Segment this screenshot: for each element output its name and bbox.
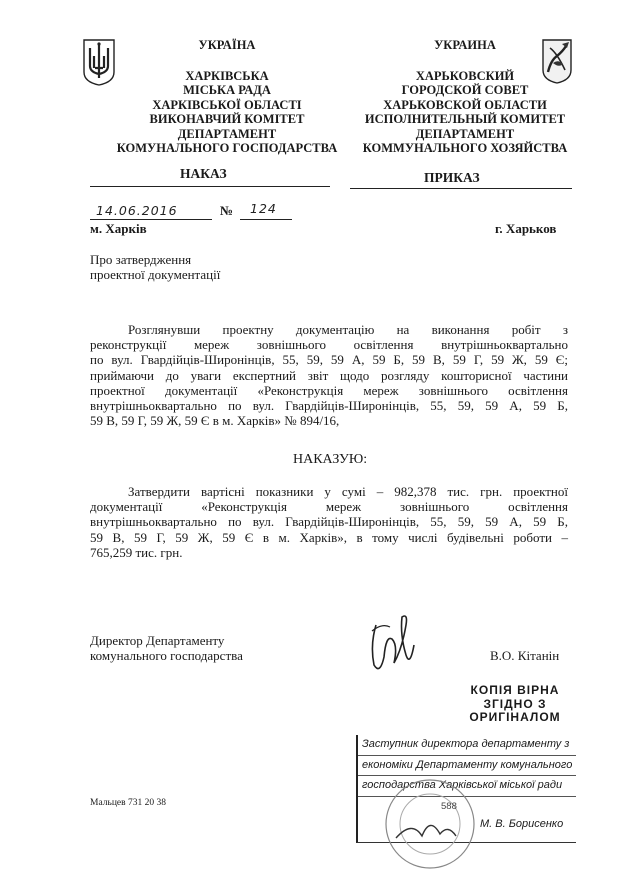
paragraph-line: документації «Реконструкція мереж зовнішнього освітлення — [90, 499, 568, 515]
header-left — [92, 38, 362, 156]
header-left-line: ВИКОНАВЧИЙ КОМІТЕТ — [149, 112, 305, 126]
signature-icon — [362, 605, 422, 680]
signatory-position-line: комунального господарства — [90, 648, 243, 664]
paragraph-line: 59 В, 59 Г, 59 Ж, 59 Є в м. Харків» № 894/16, — [90, 413, 340, 429]
header-left-country: УКРАЇНА — [198, 38, 256, 52]
number-underline — [240, 219, 292, 220]
round-seal-icon — [382, 776, 478, 872]
paragraph-line: Затвердити вартісні показники у сумі – 982,378 тис. грн. проектної — [128, 484, 568, 499]
header-right-line: ИСПОЛНИТЕЛЬНЫЙ КОМИТЕТ — [364, 112, 566, 126]
header-left-line: ХАРКІВСЬКОЇ ОБЛАСТІ — [152, 97, 302, 112]
subject — [90, 252, 220, 282]
certify-stamp-line: господарства Харківської міської ради — [358, 776, 576, 797]
header-right-line: ХАРЬКОВСКОЙ ОБЛАСТИ — [383, 97, 547, 112]
subject-line: проектної документації — [90, 267, 221, 283]
paragraph-line: 765,259 тис. грн. — [90, 544, 183, 560]
paragraph-line: проектної документації «Реконструкція мереж зовнішнього освітлення — [90, 382, 568, 398]
signatory-position — [90, 633, 243, 663]
order-number: 124 — [250, 201, 277, 216]
paragraph-line: внутрішньоквартально по вул. Гвардійців-Широнінців, 55, 59, 59 А, 59 Б, — [90, 398, 568, 414]
divider — [90, 186, 330, 187]
city-ua: м. Харків — [90, 221, 147, 236]
subject-line: Про затвердження — [90, 252, 192, 267]
copy-stamp — [460, 684, 570, 725]
header-right-country: УКРАИНА — [434, 38, 496, 52]
paragraph-line: приймаючи до уваги експертний звіт щодо розгляду кошторисної частини — [90, 367, 568, 383]
header-right-line: ХАРЬКОВСКИЙ — [415, 68, 515, 83]
copy-stamp-line: ОРИГІНАЛОМ — [469, 710, 561, 724]
executor-info: Мальцев 731 20 38 — [90, 798, 166, 808]
signatory-name: В.О. Кітанін — [490, 648, 560, 663]
header-left-line: ХАРКІВСЬКА — [185, 68, 269, 83]
header-left-line: КОМУНАЛЬНОГО ГОСПОДАРСТВА — [116, 141, 338, 155]
seal-number: 588 — [441, 801, 457, 812]
doc-type-ua: НАКАЗ — [180, 166, 227, 181]
city-ru: г. Харьков — [495, 221, 557, 236]
order-word: НАКАЗУЮ: — [293, 452, 368, 467]
paragraph-line: внутрішньоквартально по вул. Гвардійців-Широнінців, 55, 59, 59 А, 59 Б, — [90, 514, 568, 530]
header-right — [330, 38, 600, 156]
paragraph-line: реконструкції мереж зовнішнього освітлення внутрішньоквартально — [90, 337, 568, 353]
copy-stamp-line: ЗГІДНО З — [483, 696, 547, 711]
header-right-line: ДЕПАРТАМЕНТ — [415, 126, 515, 141]
copy-stamp-line: КОПІЯ ВІРНА — [470, 683, 560, 697]
paragraph-directive — [90, 484, 568, 560]
date-underline — [90, 219, 212, 220]
header-right-line: ГОРОДСКОЙ СОВЕТ — [401, 83, 529, 97]
divider — [350, 188, 572, 189]
certify-stamp-line: Заступник директора департаменту з — [358, 735, 576, 756]
doc-type-ru: ПРИКАЗ — [424, 170, 480, 185]
paragraph-preamble — [90, 322, 568, 428]
order-date: 14.06.2016 — [96, 203, 178, 218]
paragraph-line: Розглянувши проектну документацію на виконання робіт з — [128, 322, 568, 337]
signatory-position-line: Директор Департаменту — [90, 633, 225, 648]
paragraph-line: по вул. Гвардійців-Широнінців, 55, 59, 59 А, 59 Б, 59 В, 59 Г, 59 Ж, 59 Є; — [90, 352, 568, 368]
header-right-line: КОММУНАЛЬНОГО ХОЗЯЙСТВА — [362, 141, 568, 155]
header-left-line: ДЕПАРТАМЕНТ — [177, 126, 277, 141]
paragraph-line: 59 В, 59 Г, 59 Ж, 59 Є в м. Харків», в тому числі будівельні роботи – — [90, 529, 568, 545]
header-left-line: МІСЬКА РАДА — [183, 83, 271, 97]
number-label: № — [220, 203, 234, 218]
certify-name: М. В. Борисенко — [480, 818, 564, 830]
certify-stamp-line: економіки Департаменту комунального — [358, 756, 576, 777]
